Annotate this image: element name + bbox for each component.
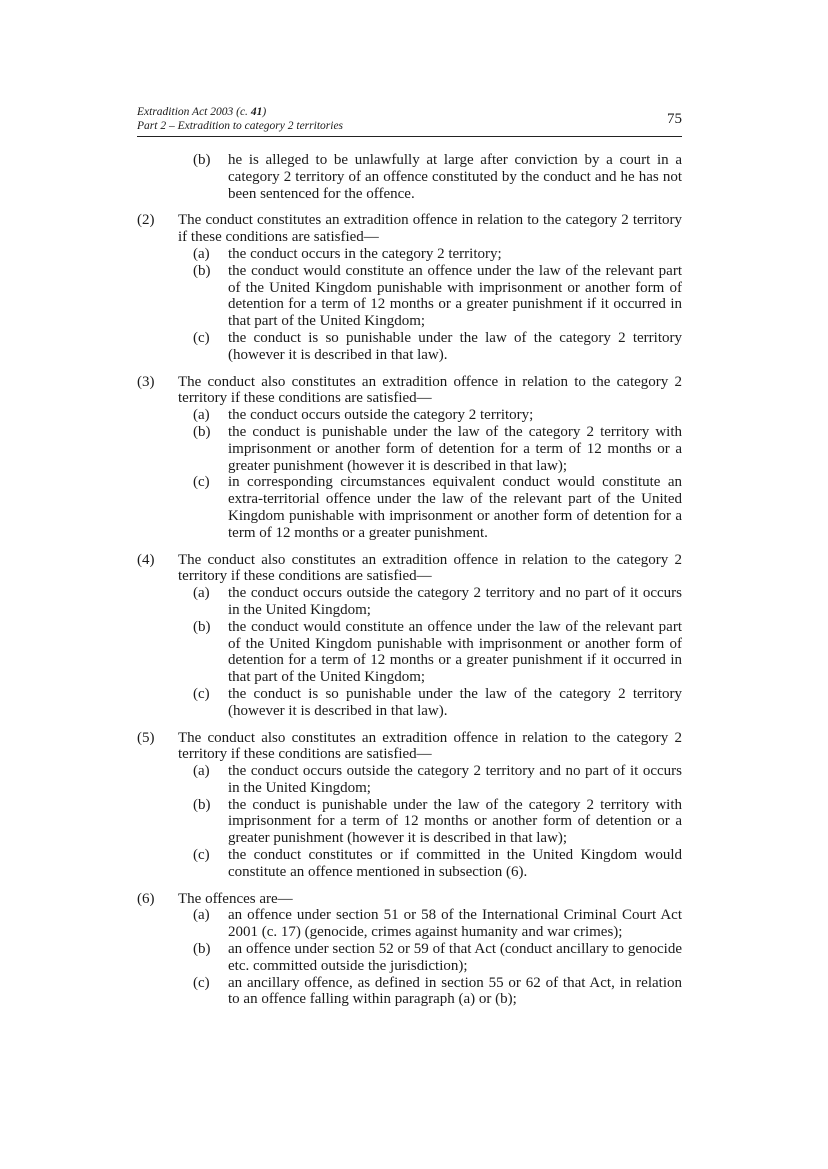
paragraph-label: (c) — [193, 847, 210, 864]
paragraph-text: the conduct is punishable under the law of the category 2 territory with imprisonment for a term of 12 months or another form of detention or a greater punishment (however it is described in that law); — [228, 796, 682, 847]
header-act-title: Extradition Act 2003 (c. 41) — [137, 106, 267, 118]
paragraph-label: (c) — [193, 329, 210, 346]
paragraph-label: (b) — [193, 796, 211, 813]
paragraph-text: he is alleged to be unlawfully at large after conviction by a court in a category 2 territory of an offence constituted by the conduct and he has not been sentenced for the offence. — [228, 152, 682, 202]
subsection-text: The conduct also constitutes an extradition offence in relation to the category 2 territory if these conditions are satisfied— — [178, 729, 682, 763]
paragraph-label: (b) — [193, 941, 211, 958]
paragraph-label: (b) — [193, 618, 211, 635]
paragraph-item — [137, 686, 682, 720]
paragraph-item — [137, 763, 682, 797]
paragraph-item — [137, 975, 682, 1009]
subsection-number: (6) — [137, 890, 155, 907]
paragraph-text: the conduct would constitute an offence under the law of the relevant part of the United Kingdom punishable with imprisonment or another form of detention for a term of 12 months or a greater punishment if it occurred in that part of the United Kingdom; — [228, 262, 682, 330]
paragraph-text: the conduct occurs outside the category 2 territory and no part of it occurs in the United Kingdom; — [228, 763, 682, 796]
paragraph-label: (a) — [193, 585, 210, 602]
lead-paragraph — [137, 152, 682, 202]
paragraph-text: the conduct occurs outside the category 2 territory; — [228, 407, 534, 424]
paragraph-item — [137, 585, 682, 619]
paragraph-label: (b) — [193, 423, 211, 440]
page-number: 75 — [667, 111, 682, 127]
paragraph-text: the conduct would constitute an offence under the law of the relevant part of the United Kingdom punishable with imprisonment or another form of detention for a term of 12 months or a greater punishment if it occurred in that part of the United Kingdom; — [228, 618, 682, 686]
subsection-6 — [137, 891, 682, 1009]
subsection-3 — [137, 374, 682, 542]
subsection-number: (3) — [137, 373, 155, 390]
paragraph-text: the conduct is so punishable under the law of the category 2 territory (however it is described in that law). — [228, 329, 682, 363]
paragraph-text: an offence under section 52 or 59 of that Act (conduct ancillary to genocide etc. committed outside the jurisdiction); — [228, 941, 682, 974]
paragraph-item — [137, 407, 682, 424]
subsection-2 — [137, 212, 682, 363]
subsection-number: (4) — [137, 551, 155, 568]
paragraph-item — [137, 474, 682, 541]
running-header — [137, 105, 682, 137]
paragraph-item — [137, 424, 682, 474]
paragraph-item — [137, 263, 682, 330]
paragraph-label: (c) — [193, 974, 210, 991]
subsection-text: The conduct constitutes an extradition offence in relation to the category 2 territory if these conditions are satisfied— — [178, 212, 682, 246]
paragraph-label: (a) — [193, 245, 210, 262]
paragraph-item — [137, 941, 682, 975]
paragraph-text: the conduct is punishable under the law of the category 2 territory with imprisonment or another form of detention for a term of 12 months or a greater punishment (however it is described in that law); — [228, 423, 682, 474]
subsection-text: The conduct also constitutes an extradition offence in relation to the category 2 territory if these conditions are satisfied— — [178, 551, 682, 585]
paragraph-label: (b) — [193, 152, 211, 168]
subsection-number: (2) — [137, 212, 155, 229]
statute-body — [137, 152, 682, 1008]
header-part-line: Part 2 – Extradition to category 2 territories — [137, 120, 344, 132]
paragraph-label: (b) — [193, 262, 211, 279]
paragraph-text: the conduct is so punishable under the law of the category 2 territory (however it is described in that law). — [228, 685, 682, 719]
paragraph-text: the conduct occurs in the category 2 territory; — [228, 245, 502, 262]
paragraph-text: in corresponding circumstances equivalent conduct would constitute an extra-territorial offence under the law of the relevant part of the United Kingdom punishable with imprisonment or another form of detention for a term of 12 months or a greater punishment. — [228, 474, 682, 541]
paragraph-item — [137, 847, 682, 881]
paragraph-label: (a) — [193, 763, 210, 780]
paragraph-label: (c) — [193, 474, 210, 491]
paragraph-item — [137, 619, 682, 686]
paragraph-item — [137, 330, 682, 364]
paragraph-label: (a) — [193, 907, 210, 924]
subsection-number: (5) — [137, 729, 155, 746]
paragraph-text: the conduct constitutes or if committed in the United Kingdom would constitute an offence mentioned in subsection (6). — [228, 847, 682, 880]
subsection-5 — [137, 730, 682, 881]
paragraph-label: (c) — [193, 685, 210, 702]
subsection-text: The offences are— — [178, 890, 293, 907]
paragraph-item — [137, 907, 682, 941]
paragraph-label: (a) — [193, 407, 210, 424]
paragraph-item — [137, 797, 682, 847]
subsection-4 — [137, 552, 682, 720]
paragraph-item — [137, 246, 682, 263]
paragraph-text: an offence under section 51 or 58 of the International Criminal Court Act 2001 (c. 17) (genocide, crimes against humanity and war crimes); — [228, 907, 682, 941]
subsection-text: The conduct also constitutes an extradition offence in relation to the category 2 territory if these conditions are satisfied— — [178, 373, 682, 407]
paragraph-text: an ancillary offence, as defined in section 55 or 62 of that Act, in relation to an offence falling within paragraph (a) or (b); — [228, 974, 682, 1008]
paragraph-text: the conduct occurs outside the category 2 territory and no part of it occurs in the United Kingdom; — [228, 585, 682, 618]
